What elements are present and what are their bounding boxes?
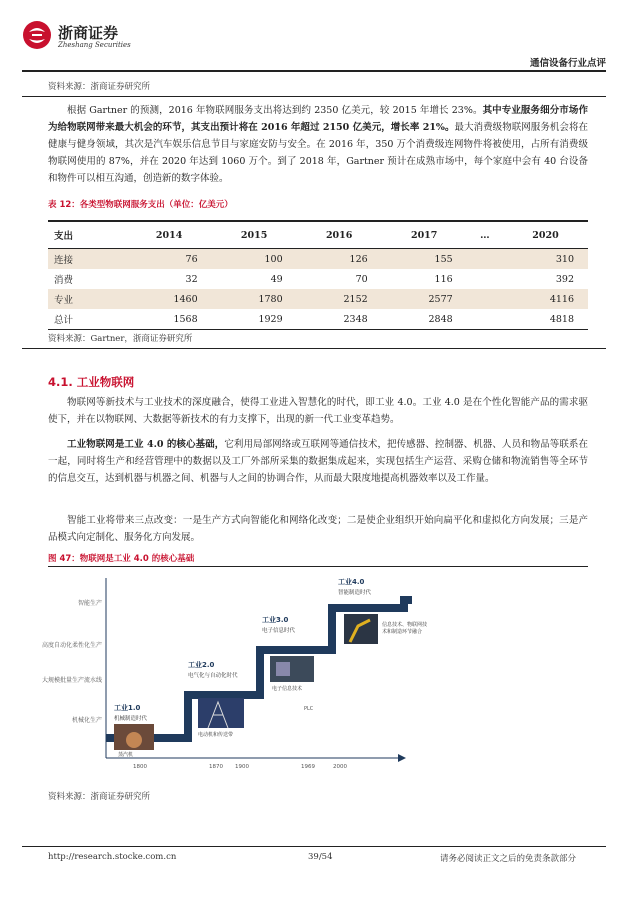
col-header: 2014 [127, 221, 212, 249]
x-label: 1969 [301, 764, 315, 770]
robot-arm-image [344, 614, 378, 644]
image-caption: 电子信息技术 [272, 686, 303, 692]
stage-title: 工业1.0 [114, 704, 141, 712]
x-label: 1870 [209, 764, 223, 770]
plc-label: PLC [304, 706, 314, 712]
col-header: 2015 [212, 221, 297, 249]
paragraph-smart-industry: 智能工业将带来三点改变：一是生产方式向智能化和网络化改变；二是使企业组织开始向扁平化和虚拟化方向发展；三是产品模式向定制化、服务化方向发展。 [48, 515, 588, 543]
footer-url: http://research.stocke.com.cn [48, 852, 177, 862]
logo-text-en: Zheshang Securities [58, 41, 131, 49]
image-caption: 电动机和传送带 [198, 732, 234, 738]
table-caption: 表 12：各类型物联网服务支出（单位：亿美元） [48, 200, 233, 210]
conveyor-image [198, 698, 244, 728]
table-row: 专业 1460 1780 2152 2577 4116 [48, 289, 588, 309]
y-label: 高度自动化柔性化生产 [41, 642, 102, 649]
source-note-figure: 资料来源：浙商证券研究所 [48, 792, 151, 802]
col-header: 2016 [297, 221, 382, 249]
zheshang-logo-icon [22, 20, 52, 50]
y-label: 大规模批量生产流水线 [41, 677, 102, 684]
paragraph-iiot: 工业物联网是工业 4.0 的核心基础，它利用局部网络或互联网等通信技术，把传感器、控制器、机器、人员和物品等联系在一起，同时将生产和经营管理中的数据以及工厂外部所采集的数据集成起来，实现包括生产运营、采购仓储和物流销售等全环节的信息交互，达到机器与机器之间、机器与人之间的协调合作，从而最大限度地提高机器效率以及工作量。 [48, 439, 588, 484]
stage-desc: 机械制造时代 [114, 716, 148, 722]
divider [22, 348, 606, 349]
table-row: 总计 1568 1929 2348 2848 4818 [48, 309, 588, 330]
y-label: 机械化生产 [71, 717, 102, 724]
stage-desc: 电气化与自动化时代 [188, 673, 238, 679]
x-axis-arrow-icon [398, 754, 406, 762]
source-note-top: 资料来源：浙商证券研究所 [48, 82, 151, 92]
x-label: 2000 [333, 764, 347, 770]
logo-text-cn: 浙商证券 [58, 24, 119, 42]
divider [48, 566, 588, 567]
stage-desc: 电子信息时代 [262, 628, 296, 634]
footer-rule [22, 846, 606, 847]
x-label: 1900 [235, 764, 249, 770]
footer-disclaimer: 请务必阅读正文之后的免责条款部分 [440, 854, 577, 864]
section-title: 4.1. 工业物联网 [48, 375, 135, 389]
glow-shape [126, 732, 142, 748]
page-header [22, 20, 606, 76]
page-number: 39/54 [308, 852, 333, 862]
stage-title: 工业3.0 [262, 616, 289, 624]
figure-caption: 图 47：物联网是工业 4.0 的核心基础 [48, 554, 195, 564]
chip-shape [276, 662, 290, 676]
header-rule [22, 70, 606, 72]
col-header: 支出 [48, 221, 127, 249]
industry-evolution-diagram [41, 570, 588, 782]
col-header: 2017 [382, 221, 467, 249]
table-row: 消费 32 49 70 116 392 [54, 273, 574, 286]
stage-title: 工业4.0 [338, 578, 365, 586]
paragraph-industry40: 物联网等新技术与工业技术的深度融合，使得工业进入智慧化的时代，即工业 4.0。工业 4.0 是在个性化智能产品的需求驱使下，并在以物联网、大数据等新技术的有力支撑下，出现的新一代工业变革趋势。 [48, 397, 588, 425]
col-header: 2020 [503, 221, 588, 249]
divider [22, 96, 606, 97]
col-header: … [467, 221, 503, 249]
x-label: 1800 [133, 764, 147, 770]
y-label: 智能生产 [77, 600, 102, 607]
stage-title: 工业2.0 [188, 661, 215, 669]
paragraph-gartner: 根据 Gartner 的预测，2016 年物联网服务支出将达到约 2350 亿美元，较 2015 年增长 23%。其中专业服务细分市场作为给物联网带来最大机会的环节，其支出预计将在 2016 年超过 2150 亿美元，增长率 21%。最大消费级物联网服务机会将在健康与健身领域，其次是汽车娱乐信息节目与家庭安防与安全。在 2016 年，350 万个消费级连网物件将被使用，占所有消费级物联网使用的 87%，并在 2020 年达到 1060 万个。到了 2018 年，Gartner 预计在成熟市场中，每个家庭中会有 40 台设备和物件可以相互沟通，创造新的数字体验。 [48, 105, 588, 184]
image-caption: 信息技术、物联网技术和制造环节融合 [382, 622, 428, 635]
iot-spending-table [48, 220, 588, 330]
source-note-table: 资料来源：Gartner，浙商证券研究所 [48, 334, 193, 344]
image-caption: 蒸汽机 [118, 752, 134, 758]
document-type: 通信设备行业点评 [529, 58, 606, 69]
table-row: 连接 76 100 126 155 310 [48, 249, 588, 270]
stage-desc: 智能制造时代 [338, 590, 372, 596]
